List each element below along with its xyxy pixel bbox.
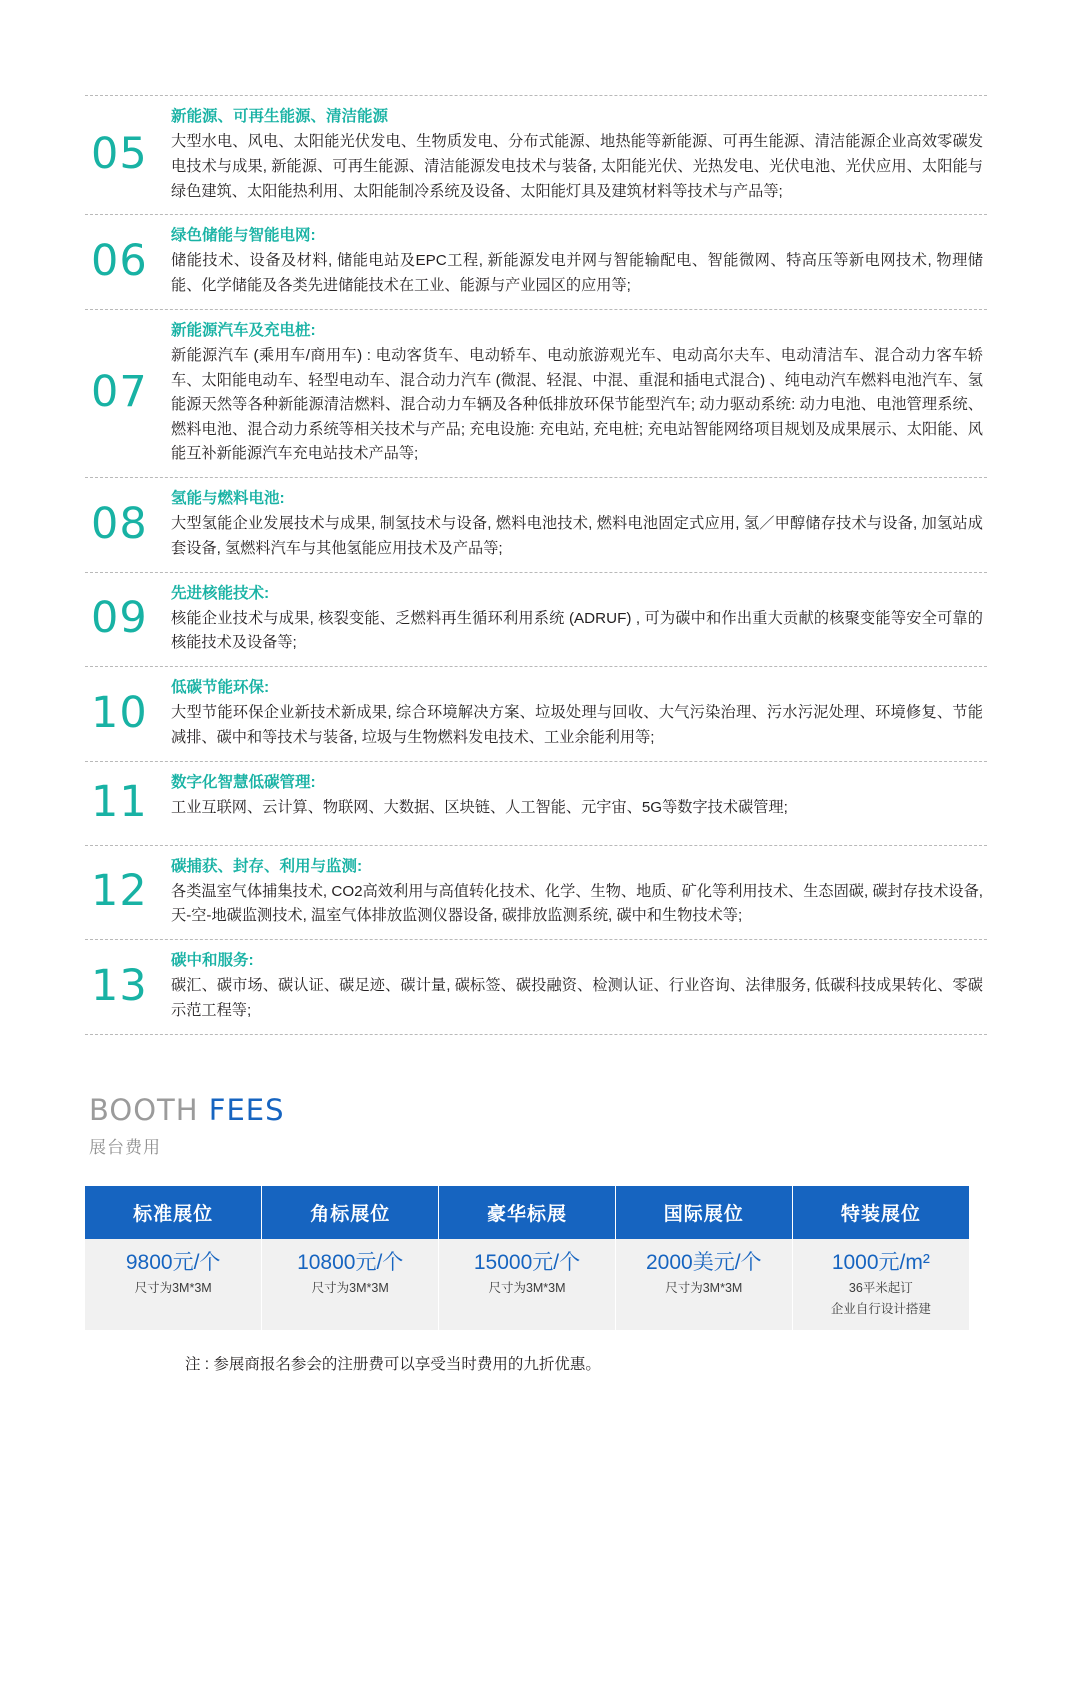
category-title: 新能源、可再生能源、清洁能源 [171,108,389,125]
price-note-custom-2: 企业自行设计搭建 [830,1301,931,1316]
category-text: 工业互联网、云计算、物联网、大数据、区块链、人工智能、元宇宙、5G等数字技术碳管理; [171,798,788,816]
price-note-custom-1: 36平米起订 [848,1280,913,1295]
price-note-standard: 尺寸为3M*3M [134,1280,212,1295]
booth-fees-heading [85,1093,987,1158]
category-body [171,771,987,821]
table-row [85,1239,969,1331]
category-body [171,224,987,299]
category-title: 氢能与燃料电池: [171,490,285,507]
category-number: 09 [91,593,148,644]
booth-fees-heading-en-2: FEES [208,1092,285,1127]
list-item [85,478,987,573]
category-title: 先进核能技术: [171,584,270,602]
category-title: 碳捕获、封存、利用与监测: [171,857,363,875]
booth-fees-heading-en [89,1093,987,1127]
category-title: 新能源汽车及充电桩: [171,321,316,339]
price-note-deluxe: 尺寸为3M*3M [488,1280,566,1295]
table-cell-standard [85,1239,262,1331]
category-text: 碳汇、碳市场、碳认证、碳足迹、碳计量, 碳标签、碳投融资、检测认证、行业咨询、法律服务, 低碳科技成果转化、零碳示范工程等; [171,977,983,1019]
category-number: 05 [91,129,148,180]
category-body [171,487,987,562]
list-item [85,96,987,215]
booth-fees-heading-cn: 展台费用 [89,1137,161,1157]
booth-fees-note: 注 : 参展商报名参会的注册费可以享受当时费用的九折优惠。 [185,1356,601,1373]
list-item [85,940,987,1035]
category-body [171,949,987,1024]
page-root [0,95,1065,1695]
column-header-corner: 角标展位 [262,1186,439,1239]
category-list [85,95,987,1035]
price-note-corner: 尺寸为3M*3M [311,1280,389,1295]
category-text: 大型水电、风电、太阳能光伏发电、生物质发电、分布式能源、地热能等新能源、可再生能源、清洁能源企业高效零碳发电技术与成果, 新能源、可再生能源、清洁能源发电技术与装备, 太阳能光伏、光热发电、光伏电池、光伏应用、太阳能与绿色建筑、太阳能热利用、太阳能制冷系统及设备、太阳能灯具及建筑材料等技术与产品等; [171,133,983,200]
category-title: 碳中和服务: [171,952,254,969]
column-header-standard: 标准展位 [85,1186,262,1239]
column-header-custom: 特装展位 [792,1186,969,1239]
table-header-row [85,1186,969,1239]
price-corner: 10800元/个 [297,1250,404,1274]
category-text: 大型氢能企业发展技术与成果, 制氢技术与设备, 燃料电池技术, 燃料电池固定式应用, 氢／甲醇储存技术与设备, 加氢站成套设备, 氢燃料汽车与其他氢能应用技术及产品等; [171,515,983,557]
price-deluxe: 15000元/个 [473,1250,581,1274]
category-text: 储能技术、设备及材料, 储能电站及EPC工程, 新能源发电并网与智能输配电、智能微网、特高压等新电网技术, 物理储能、化学储能及各类先进储能技术在工业、能源与产业园区的应用等; [171,252,983,294]
category-title: 绿色储能与智能电网: [171,227,316,245]
list-item [85,215,987,310]
price-standard: 9800元/个 [125,1250,221,1274]
price-note-international: 尺寸为3M*3M [665,1280,743,1295]
column-header-deluxe: 豪华标展 [439,1186,616,1239]
table-cell-international [615,1239,792,1331]
category-body [171,319,987,467]
category-number: 11 [91,777,148,827]
booth-fees-table [85,1186,969,1331]
list-item [85,762,987,846]
table-cell-deluxe [439,1239,616,1331]
list-item [85,310,987,478]
category-number: 08 [91,498,148,549]
list-item [85,846,987,941]
category-body [171,676,987,751]
booth-fees-heading-en-1: BOOTH [89,1092,199,1127]
category-text: 大型节能环保企业新技术新成果, 综合环境解决方案、垃圾处理与回收、大气污染治理、污水污泥处理、环境修复、节能减排、碳中和等技术与装备, 垃圾与生物燃料发电技术、工业余能利用等; [171,704,983,746]
category-title: 数字化智慧低碳管理: [171,773,316,791]
category-text: 核能企业技术与成果, 核裂变能、乏燃料再生循环利用系统 (ADRUF) , 可为碳中和作出重大贡献的核聚变能等安全可靠的核能技术及设备等; [171,609,983,652]
table-cell-corner [262,1239,439,1331]
list-item [85,573,987,668]
category-title: 低碳节能环保: [171,679,270,696]
category-number: 06 [91,235,148,286]
category-text: 各类温室气体捕集技术, CO2高效利用与高值转化技术、化学、生物、地质、矿化等利用技术、生态固碳, 碳封存技术设备, 天-空-地碳监测技术, 温室气体排放监测仪器设备, 碳排放监测系统, 碳中和生物技术等; [171,882,983,925]
category-number: 13 [91,960,148,1011]
category-number: 12 [91,866,148,917]
list-item [85,667,987,762]
category-body [171,105,987,204]
table-cell-custom [792,1239,969,1331]
category-body [171,855,987,930]
category-number: 10 [91,687,148,738]
price-international: 2000美元/个 [646,1250,762,1274]
category-body [171,582,987,657]
category-number: 07 [91,367,148,418]
category-text: 新能源汽车 (乘用车/商用车) : 电动客货车、电动轿车、电动旅游观光车、电动高尔夫车、电动清洁车、混合动力客车轿车、太阳能电动车、轻型电动车、混合动力汽车 (微混、轻混、中混、重混和插电式混合) 、纯电动汽车燃料电池汽车、氢能源天然等各种新能源清洁燃料、混合动力车辆及各种低排放环保节能型汽车; 动力驱动系统: 动力电池、电池管理系统、燃料电池、混合动力系统等相关技术与产品; 充电设施: 充电站, 充电桩; 充电站智能网络项目规划及成果展示、太阳能、风能互补新能源汽车充电站技术产品等; [171,346,983,463]
column-header-international: 国际展位 [615,1186,792,1239]
price-custom: 1000元/m² [831,1250,930,1274]
